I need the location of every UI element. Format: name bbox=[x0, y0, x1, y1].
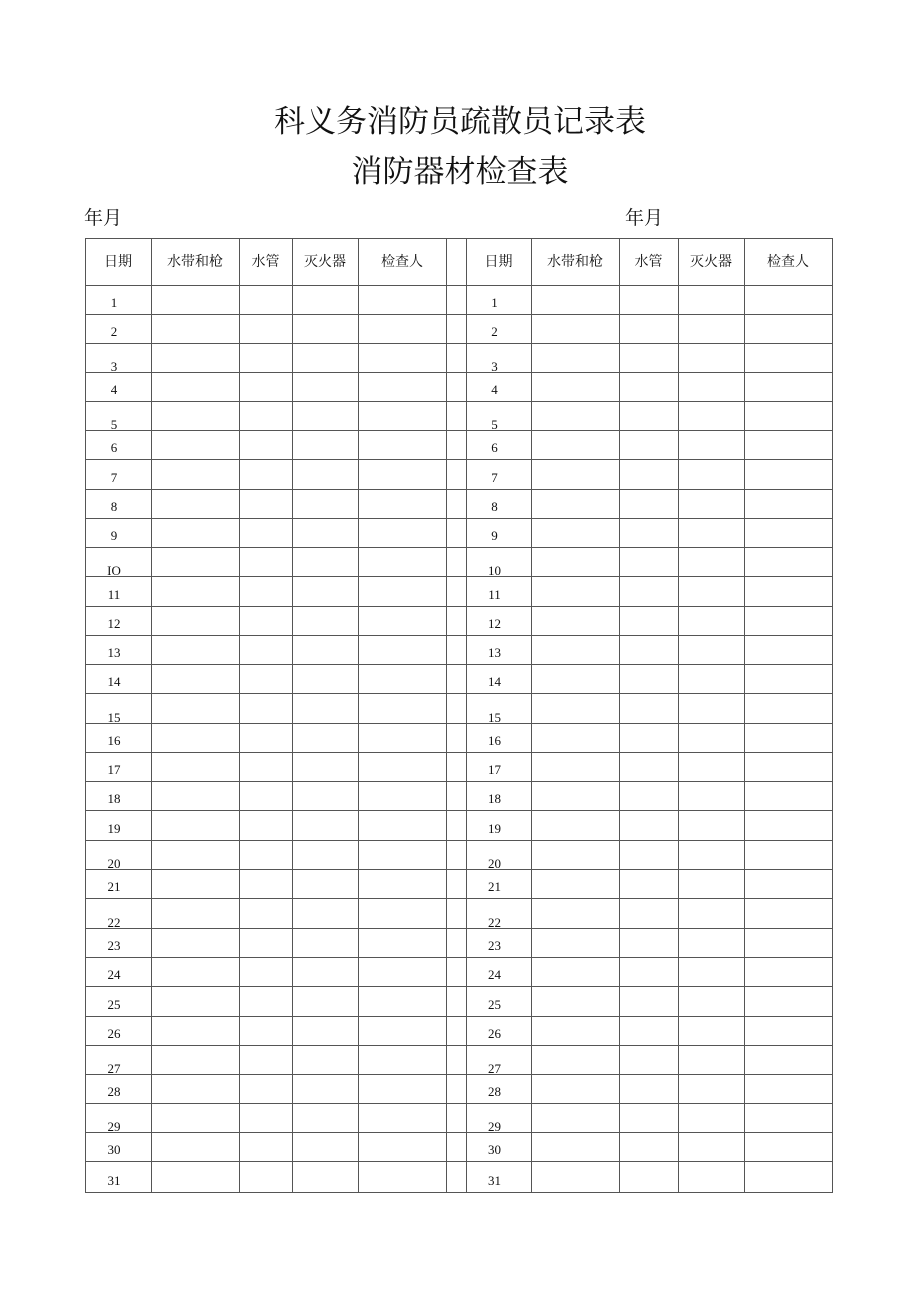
row-divider bbox=[85, 928, 833, 929]
left-date-9: 9 bbox=[110, 528, 118, 543]
left-date-12: 12 bbox=[107, 616, 121, 631]
left-date-14: 14 bbox=[107, 674, 121, 689]
right-header-4: 检查人 bbox=[767, 254, 809, 270]
row-divider bbox=[85, 489, 833, 490]
right-date-30: 30 bbox=[488, 1142, 501, 1157]
right-date-20: 20 bbox=[488, 856, 501, 871]
right-header-0: 日期 bbox=[484, 254, 513, 270]
right-date-28: 28 bbox=[488, 1084, 501, 1099]
page-title: 科义务消防员疏散员记录表 bbox=[274, 104, 646, 140]
right-date-18: 18 bbox=[488, 791, 501, 806]
left-date-18: 18 bbox=[107, 791, 121, 806]
right-date-10: 10 bbox=[488, 563, 501, 578]
left-header-1: 水带和枪 bbox=[167, 254, 223, 270]
right-date-14: 14 bbox=[488, 674, 501, 689]
left-date-4: 4 bbox=[110, 382, 118, 397]
row-divider bbox=[85, 1074, 833, 1075]
row-divider bbox=[85, 459, 833, 460]
right-date-16: 16 bbox=[488, 733, 501, 748]
right-date-2: 2 bbox=[491, 324, 498, 339]
right-date-11: 11 bbox=[488, 587, 501, 602]
row-divider bbox=[85, 840, 833, 841]
row-divider bbox=[85, 723, 833, 724]
left-date-17: 17 bbox=[107, 762, 121, 777]
right-date-29: 29 bbox=[488, 1119, 501, 1134]
right-date-15: 15 bbox=[488, 710, 501, 725]
left-date-8: 8 bbox=[110, 499, 118, 514]
row-divider bbox=[85, 372, 833, 373]
right-date-9: 9 bbox=[491, 528, 498, 543]
right-date-4: 4 bbox=[491, 382, 498, 397]
right-date-17: 17 bbox=[488, 762, 501, 777]
left-date-24: 24 bbox=[107, 967, 121, 982]
right-date-8: 8 bbox=[491, 499, 498, 514]
row-divider bbox=[85, 752, 833, 753]
column-divider bbox=[292, 238, 293, 1193]
left-date-1: 1 bbox=[110, 295, 118, 310]
table-bottom-border bbox=[85, 1192, 833, 1193]
right-header-3: 灭火器 bbox=[690, 254, 732, 270]
right-date-23: 23 bbox=[488, 938, 501, 953]
row-divider bbox=[85, 576, 833, 577]
right-date-24: 24 bbox=[488, 967, 501, 982]
column-divider bbox=[446, 238, 447, 1193]
left-date-19: 19 bbox=[107, 821, 121, 836]
row-divider bbox=[85, 1161, 833, 1162]
column-divider bbox=[678, 238, 679, 1193]
right-header-1: 水带和枪 bbox=[547, 254, 603, 270]
column-divider bbox=[358, 238, 359, 1193]
row-divider bbox=[85, 314, 833, 315]
row-divider bbox=[85, 898, 833, 899]
left-header-0: 日期 bbox=[104, 254, 132, 270]
right-date-12: 12 bbox=[488, 616, 501, 631]
row-divider bbox=[85, 664, 833, 665]
page-subtitle: 消防器材检查表 bbox=[351, 154, 569, 190]
left-date-6: 6 bbox=[110, 440, 118, 455]
right-date-26: 26 bbox=[488, 1026, 501, 1041]
right-date-25: 25 bbox=[488, 997, 501, 1012]
right-header-2: 水管 bbox=[634, 254, 663, 270]
row-divider bbox=[85, 343, 833, 344]
left-date-2: 2 bbox=[110, 324, 118, 339]
row-divider bbox=[85, 1045, 833, 1046]
left-date-13: 13 bbox=[107, 645, 121, 660]
table-top-border bbox=[85, 238, 833, 239]
column-divider bbox=[239, 238, 240, 1193]
row-divider bbox=[85, 957, 833, 958]
row-divider bbox=[85, 1132, 833, 1133]
right-date-1: 1 bbox=[491, 295, 498, 310]
row-divider bbox=[85, 606, 833, 607]
right-date-21: 21 bbox=[488, 879, 501, 894]
left-date-20: 20 bbox=[107, 856, 121, 871]
left-date-27: 27 bbox=[107, 1061, 121, 1076]
left-date-11: 11 bbox=[107, 587, 121, 602]
left-date-31: 31 bbox=[107, 1173, 121, 1188]
left-date-5: 5 bbox=[110, 417, 118, 432]
column-divider bbox=[619, 238, 620, 1193]
left-date-23: 23 bbox=[107, 938, 121, 953]
row-divider bbox=[85, 518, 833, 519]
column-divider bbox=[85, 238, 86, 1193]
row-divider bbox=[85, 869, 833, 870]
column-divider bbox=[531, 238, 532, 1193]
left-date-16: 16 bbox=[107, 733, 121, 748]
row-divider bbox=[85, 1103, 833, 1104]
row-divider bbox=[85, 810, 833, 811]
column-divider bbox=[744, 238, 745, 1193]
row-divider bbox=[85, 635, 833, 636]
left-header-2: 水管 bbox=[251, 254, 280, 270]
row-divider bbox=[85, 693, 833, 694]
column-divider bbox=[466, 238, 467, 1193]
left-date-15: 15 bbox=[107, 710, 121, 725]
left-year-month-label: 年月 bbox=[84, 207, 123, 229]
right-date-6: 6 bbox=[491, 440, 498, 455]
left-header-3: 灭火器 bbox=[304, 254, 346, 270]
row-divider bbox=[85, 401, 833, 402]
row-divider bbox=[85, 986, 833, 987]
left-date-29: 29 bbox=[107, 1119, 121, 1134]
right-year-month-label: 年月 bbox=[625, 207, 664, 229]
column-divider bbox=[151, 238, 152, 1193]
left-date-10: IO bbox=[107, 563, 121, 578]
left-header-4: 检查人 bbox=[381, 254, 423, 270]
right-date-7: 7 bbox=[491, 470, 498, 485]
right-date-27: 27 bbox=[488, 1061, 501, 1076]
left-date-30: 30 bbox=[107, 1142, 121, 1157]
inspection-table bbox=[85, 238, 833, 1193]
right-date-13: 13 bbox=[488, 645, 501, 660]
row-divider bbox=[85, 285, 833, 286]
row-divider bbox=[85, 430, 833, 431]
left-date-7: 7 bbox=[110, 470, 118, 485]
left-date-26: 26 bbox=[107, 1026, 121, 1041]
left-date-22: 22 bbox=[107, 915, 121, 930]
row-divider bbox=[85, 547, 833, 548]
right-date-19: 19 bbox=[488, 821, 501, 836]
column-divider bbox=[832, 238, 833, 1193]
row-divider bbox=[85, 781, 833, 782]
right-date-3: 3 bbox=[491, 359, 498, 374]
right-date-31: 31 bbox=[488, 1173, 501, 1188]
row-divider bbox=[85, 1016, 833, 1017]
left-date-25: 25 bbox=[107, 997, 121, 1012]
right-date-22: 22 bbox=[488, 915, 501, 930]
left-date-28: 28 bbox=[107, 1084, 121, 1099]
left-date-21: 21 bbox=[107, 879, 121, 894]
right-date-5: 5 bbox=[491, 417, 498, 432]
left-date-3: 3 bbox=[110, 359, 118, 374]
